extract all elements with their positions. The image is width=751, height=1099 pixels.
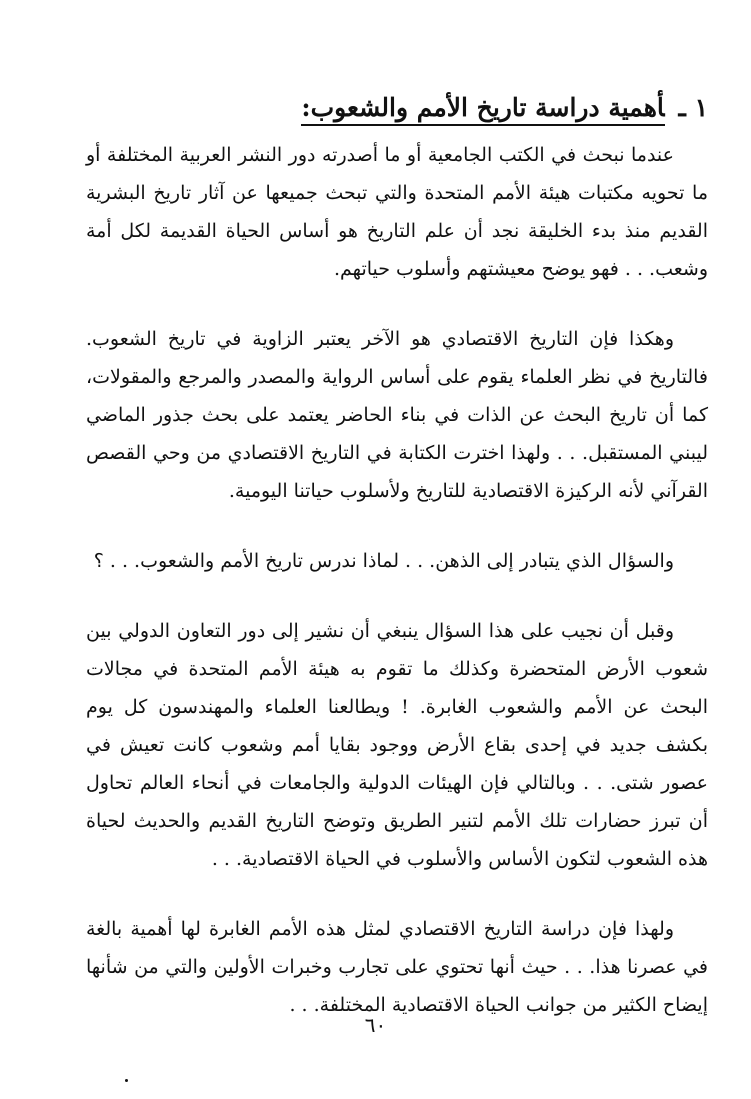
paragraph-4: وقبل أن نجيب على هذا السؤال ينبغي أن نشير إلى دور التعاون الدولي بين شعوب الأرض المتحضرة وكذلك ما تقوم به هيئة الأمم المتحدة في مجالات البحث عن الأمم والشعوب الغابرة. ! ويطالعنا العلماء والمهندسون كل يوم بكشف جديد في إحدى بقاع الأرض ووجود بقايا أمم وشعوب كانت تعيش في عصور شتى. . . وبالتالي فإن الهيئات الدولية والجامعات في أنحاء العالم تحاول أن تبرز حضارات تلك الأمم لتنير الطريق وتوضح التاريخ القديم والحديث لحياة هذه الشعوب لتكون الأساس والأسلوب في الحياة الاقتصادية. . . bbox=[86, 620, 708, 870]
page-body bbox=[86, 88, 708, 1024]
section-number: ١ ـ bbox=[678, 93, 708, 122]
section-heading bbox=[86, 88, 708, 128]
paragraph-1: عندما نبحث في الكتب الجامعية أو ما أصدرته دور النشر العربية المختلفة أو ما تحويه مكتبات هيئة الأمم المتحدة والتي تبحث جميعها عن آثار تاريخ البشرية القديم منذ بدء الخليقة نجد أن علم التاريخ هو أساس الحياة القديمة لكل أمة وشعب. . . فهو يوضح معيشتهم وأسلوب حياتهم. bbox=[86, 144, 708, 280]
section-title: أهمية دراسة تاريخ الأمم والشعوب: bbox=[301, 93, 664, 126]
paragraph-2: وهكذا فإن التاريخ الاقتصادي هو الآخر يعتبر الزاوية في تاريخ الشعوب. فالتاريخ في نظر العلماء يقوم على أساس الرواية والمصدر والمرجع والمقولات، كما أن تاريخ البحث عن الذات في بناء الحاضر يعتمد على بحث جذور الماضي ليبني المستقبل. . . ولهذا اخترت الكتابة في التاريخ الاقتصادي من وحي القصص القرآني لأنه الركيزة الاقتصادية للتاريخ ولأسلوب حياتنا اليومية. bbox=[86, 328, 708, 502]
page-number: ٦٠ bbox=[364, 1013, 387, 1037]
scan-speck bbox=[125, 1079, 128, 1082]
paragraph-3: والسؤال الذي يتبادر إلى الذهن. . . لماذا ندرس تاريخ الأمم والشعوب. . . ؟ bbox=[93, 550, 674, 572]
paragraph-5: ولهذا فإن دراسة التاريخ الاقتصادي لمثل هذه الأمم الغابرة لها أهمية بالغة في عصرنا هذا. . . حيث أنها تحتوي على تجارب وخبرات الأولين والتي من شأنها إيضاح الكثير من جوانب الحياة الاقتصادية المختلفة. . . bbox=[86, 918, 708, 1016]
